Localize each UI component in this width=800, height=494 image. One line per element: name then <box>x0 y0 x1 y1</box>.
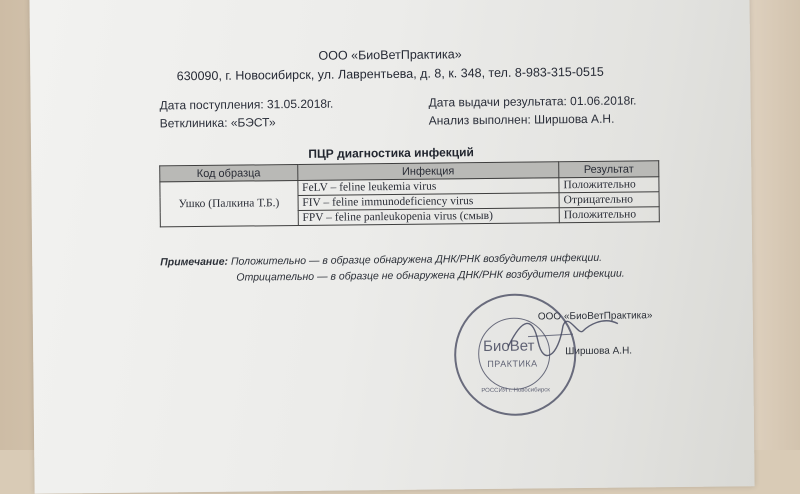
sample-code: Ушко (Палкина Т.Б.) <box>160 180 298 226</box>
result-cell: Положительно <box>559 207 659 223</box>
organization-name: ООО «БиоВетПрактика» <box>318 47 462 63</box>
column-header-infection: Инфекция <box>297 162 559 181</box>
note-negative-text: Отрицательно — в образце не обнаружена ДНК/РНК возбудителя инфекции. <box>236 267 625 284</box>
results-table <box>159 160 660 227</box>
document-sheet <box>29 0 754 494</box>
note-line-positive <box>160 252 602 269</box>
infection-cell: FPV – feline panleukopenia virus (смыв) <box>298 208 560 226</box>
received-date: Дата поступления: 31.05.2018г. <box>159 96 334 113</box>
stamp-logo-bottom: ПРАКТИКА <box>487 358 538 370</box>
performed-by: Анализ выполнен: Ширшова А.Н. <box>428 111 615 128</box>
signature-org: ООО «БиоВетПрактика» <box>537 310 653 323</box>
column-header-sample: Код образца <box>160 164 298 181</box>
note-label: Примечание: <box>160 255 229 269</box>
issued-date: Дата выдачи результата: 01.06.2018г. <box>428 93 637 110</box>
signature-name: Ширшова А.Н. <box>565 345 633 358</box>
infection-cell: FeLV – feline leukemia virus <box>298 178 560 196</box>
infection-cell: FIV – feline immunodeficiency virus <box>298 193 560 211</box>
stamp-logo-top: БиоВет <box>483 337 535 356</box>
stamp-bottom-text: РОССИЯ г. Новосибирск <box>481 387 550 395</box>
result-cell: Отрицательно <box>559 192 659 208</box>
section-title: ПЦР диагностика инфекций <box>308 145 474 161</box>
organization-address: 630090, г. Новосибирск, ул. Лаврентьева, д. 8, к. 348, тел. 8-983-315-0515 <box>176 64 604 84</box>
result-cell: Положительно <box>559 177 659 193</box>
note-positive-text: Положительно — в образце обнаружена ДНК/РНК возбудителя инфекции. <box>230 251 603 268</box>
clinic-name: Ветклиника: «БЭСТ» <box>159 115 276 131</box>
organization-stamp <box>454 293 577 416</box>
column-header-result: Результат <box>559 161 659 178</box>
